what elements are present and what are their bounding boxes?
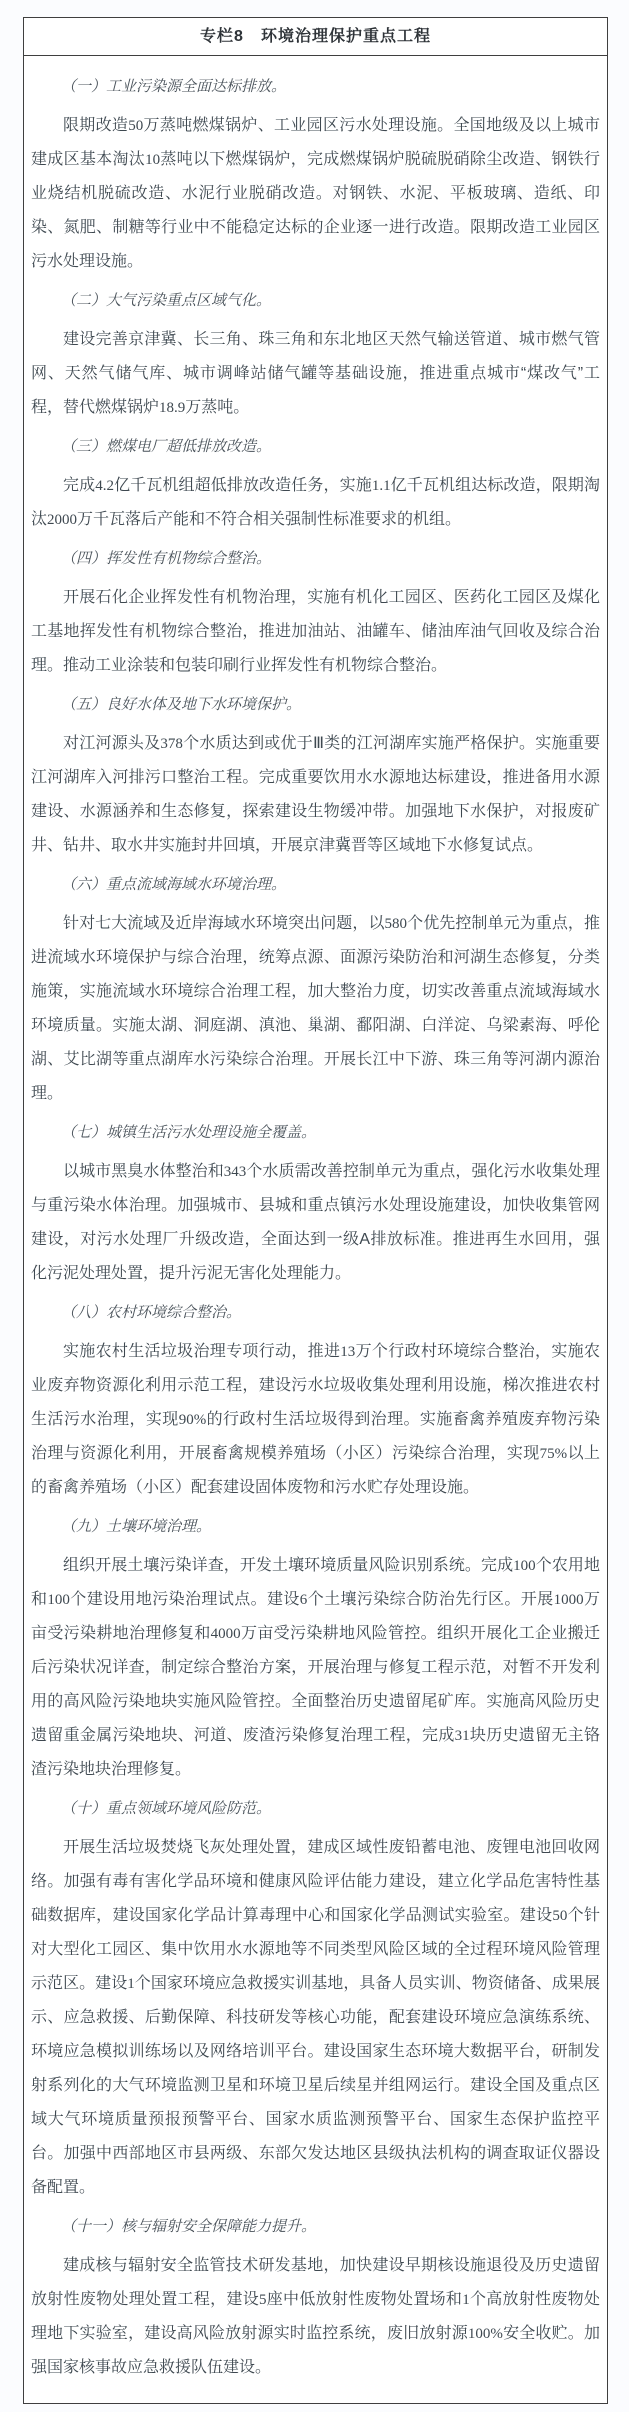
number: 343: [223, 1164, 247, 1180]
section-heading: （八）农村环境综合整治。: [61, 1304, 242, 1321]
section-paragraph: 以城市黑臭水体整治和343个水质需改善控制单元为重点，强化污水收集处理与重污染水体治理。加强城市、县城和重点镇污水处理设施建设，加快收集管网建设，对污水处理厂升级改造，全面达到一级A排放标准。推进再生水回用，强化污泥处理处置，提升污泥无害化处理能力。: [31, 1163, 600, 1282]
highlight-box: [23, 17, 608, 2404]
section-paragraph: 针对七大流域及近岸海域水环境突出问题，以580个优先控制单元为重点，推进流域水环境保护与综合治理，统筹点源、面源污染防治和河湖生态修复，分类施策，实施流域水环境综合治理工程，加大整治力度，切实改善重点流域海域水环境质量。实施太湖、洞庭湖、滇池、巢湖、鄱阳湖、白洋淀、乌梁素海、呼伦湖、艾比湖等重点湖库水污染综合治理。开展长江中下游、珠三角等河湖内源治理。: [31, 915, 600, 1102]
number: 10: [145, 152, 161, 168]
number: 90%: [178, 1412, 207, 1428]
section-heading: （三）燃煤电厂超低排放改造。: [61, 438, 272, 455]
section-heading: （九）土壤环境治理。: [61, 1518, 212, 1535]
section-paragraph: 限期改造50万蒸吨燃煤锅炉、工业园区污水处理设施。全国地级及以上城市建成区基本淘汰10蒸吨以下燃煤锅炉，完成燃煤锅炉脱硫脱硝除尘改造、钢铁行业烧结机脱硫改造、水泥行业脱硝改造。对钢铁、水泥、平板玻璃、造纸、印染、氮肥、制糖等行业中不能稳定达标的企业逐一进行改造。限期改造工业园区污水处理设施。: [31, 117, 600, 270]
number: 1: [462, 2292, 470, 2308]
number: 1: [127, 1976, 135, 1992]
section-heading: （七）城镇生活污水处理设施全覆盖。: [61, 1124, 317, 1141]
section-paragraph: 开展石化企业挥发性有机物治理，实施有机化工园区、医药化工园区及煤化工基地挥发性有机物综合整治，推进加油站、油罐车、储油库油气回收及综合治理。推动工业涂装和包装印刷行业挥发性有机物综合整治。: [31, 589, 600, 674]
number: 18.9: [159, 400, 186, 416]
section-heading: （十）重点领域环境风险防范。: [61, 1800, 272, 1817]
number: 13: [340, 1344, 356, 1360]
section-heading: （十一）核与辐射安全保障能力提升。: [61, 2218, 317, 2235]
section-paragraph: 开展生活垃圾焚烧飞灰处理处置，建成区域性废铅蓄电池、废锂电池回收网络。加强有毒有害化学品环境和健康风险评估能力建设，建立化学品危害特性基础数据库，建设国家化学品计算毒理中心和国家化学品测试实验室。建设50个针对大型化工园区、集中饮用水水源地等不同类型风险区域的全过程环境风险管理示范区。建设1个国家环境应急救援实训基地，具备人员实训、物资储备、成果展示、应急救援、后勤保障、科技研发等核心功能，配套建设环境应急演练系统、环境应急模拟训练场以及网络培训平台。建设国家生态环境大数据平台，研制发射系列化的大气环境监测卫星和环境卫星后续星并组网运行。建设全国及重点区域大气环境质量预报预警平台、国家水质监测预警平台、国家生态保护监控平台。加强中西部地区市县两级、东部欠发达地区县级执法机构的调查取证仪器设备配置。: [31, 1839, 600, 2196]
section-heading: （六）重点流域海域水环境治理。: [61, 876, 287, 893]
number: 580: [384, 916, 408, 932]
section-heading: （一）工业污染源全面达标排放。: [61, 78, 287, 95]
number: 50: [552, 1908, 568, 1924]
number: 100%: [467, 2326, 503, 2342]
number: 31: [454, 1728, 470, 1744]
section-paragraph: 组织开展土壤污染详查，开发土壤环境质量风险识别系统。完成100个农用地和100个建设用地污染治理试点。建设6个土壤污染综合防治先行区。开展1000万亩受污染耕地治理修复和4000万亩受污染耕地风险管控。组织开展化工企业搬迁后污染状况详查，制定综合整治方案，开展治理与修复工程示范，对暂不开发利用的高风险污染地块实施风险管控。全面整治历史遗留尾矿库。实施高风险历史遗留重金属污染地块、河道、废渣污染修复治理工程，完成31块历史遗留无主铬渣污染地块治理修复。: [31, 1557, 600, 1778]
section-heading: （四）挥发性有机物综合整治。: [61, 550, 272, 567]
number: 5: [258, 2292, 267, 2308]
number: 100: [47, 1592, 70, 1608]
number: 1.1: [371, 478, 391, 494]
number: 50: [128, 118, 144, 134]
section-heading: （二）大气污染重点区域气化。: [61, 292, 272, 309]
section-paragraph: 完成4.2亿千瓦机组超低排放改造任务，实施1.1亿千瓦机组达标改造，限期淘汰2000万千瓦落后产能和不符合相关强制性标准要求的机组。: [31, 477, 600, 528]
section-paragraph: 建设完善京津冀、长三角、珠三角和东北地区天然气输送管道、城市燃气管网、天然气储气库、城市调峰站储气罐等基础设施，推进重点城市“煤改气”工程，替代燃煤锅炉18.9万蒸吨。: [31, 331, 600, 416]
section-paragraph: 实施农村生活垃圾治理专项行动，推进13万个行政村环境综合整治，实施农业废弃物资源化利用示范工程，建设污水垃圾收集处理利用设施，梯次推进农村生活污水治理，实现90%的行政村生活垃圾得到治理。实施畜禽养殖废弃物污染治理与资源化利用，开展畜禽规模养殖场（小区）污染综合治理，实现75%以上的畜禽养殖场（小区）配套建设固体废物和污水贮存处理设施。: [31, 1343, 600, 1496]
number: 6: [299, 1592, 308, 1608]
number: 4000: [210, 1626, 241, 1642]
panel-body: [24, 56, 607, 2403]
number: 100: [513, 1558, 536, 1574]
page: [0, 17, 629, 2404]
section-paragraph: 建成核与辐射安全监管技术研发基地，加快建设早期核设施退役及历史遗留放射性废物处理处置工程，建设5座中低放射性废物处置场和1个高放射性废物处理地下实验室，建设高风险放射源实时监控系统，废旧放射源100%安全收贮。加强国家核事故应急救援队伍建设。: [31, 2257, 600, 2376]
number: 75%: [539, 1446, 568, 1462]
number: 2000: [47, 512, 78, 528]
number: 378: [160, 736, 183, 752]
section-paragraph: 对江河源头及378个水质达到或优于Ⅲ类的江河湖库实施严格保护。实施重要江河湖库入河排污口整治工程。完成重要饮用水水源地达标建设，推进备用水源建设、水源涵养和生态修复，探索建设生物缓冲带。加强地下水保护，对报废矿井、钻井、取水井实施封井回填，开展京津冀晋等区域地下水修复试点。: [31, 735, 600, 854]
section-heading: （五）良好水体及地下水环境保护。: [61, 696, 302, 713]
number: 1000: [553, 1592, 584, 1608]
panel-title: 专栏8 环境治理保护重点工程: [24, 18, 607, 56]
number: 4.2: [95, 478, 114, 494]
